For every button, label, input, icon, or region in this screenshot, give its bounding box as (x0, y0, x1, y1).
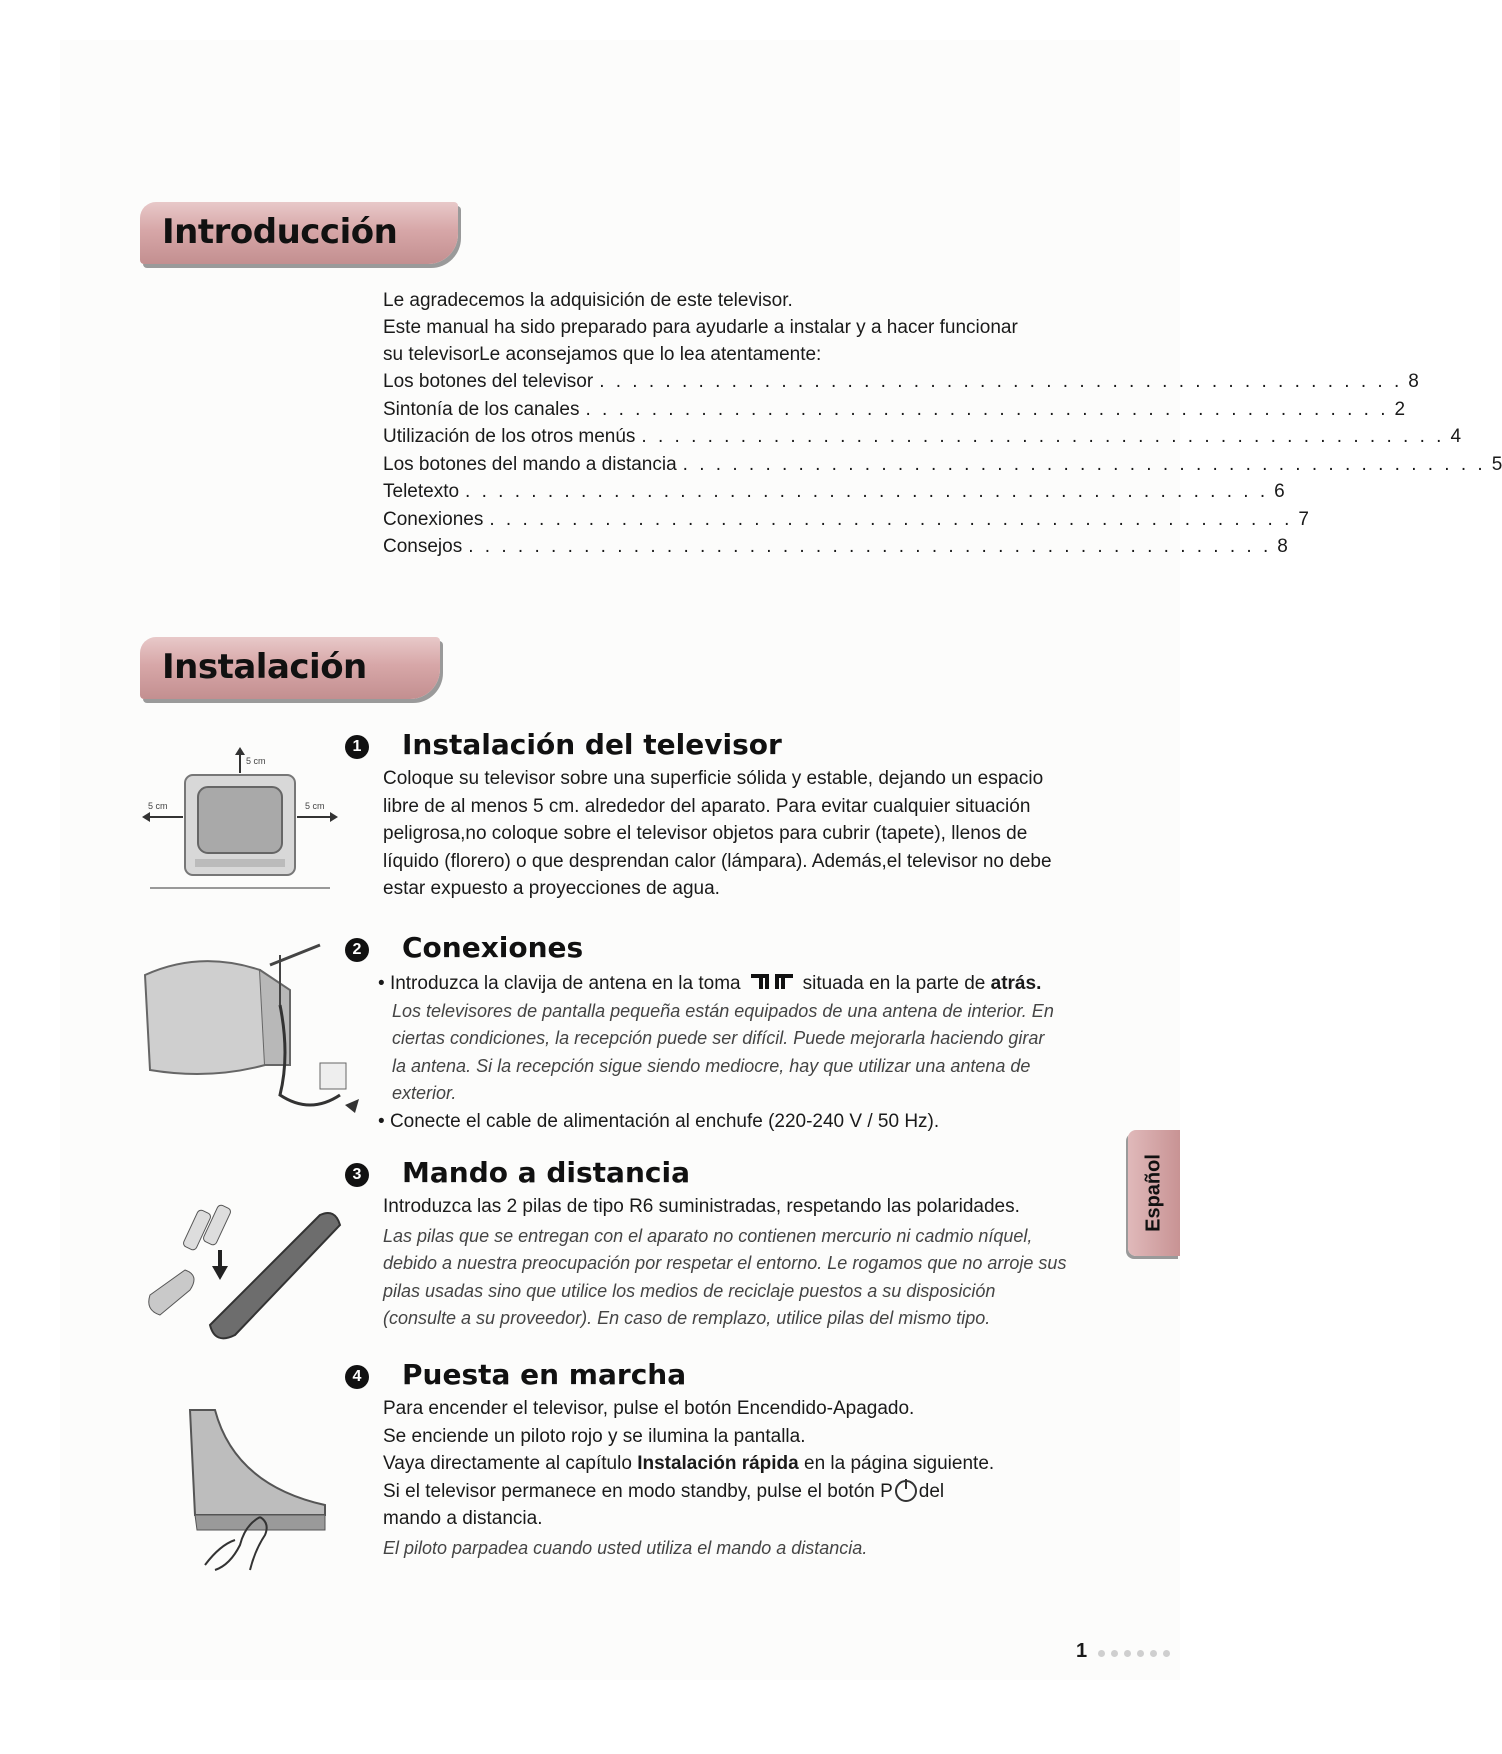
paragraph (383, 1478, 973, 1533)
paragraph: Introduzca las 2 pilas de tipo R6 suministradas, respetando las polaridades. (383, 1196, 1020, 1217)
bullet-item: • Conecte el cable de alimentación al enchufe (220-240 V / 50 Hz). (378, 1110, 940, 1132)
toc-row: Los botones del televisor . . . . . . . . . . . . . . . . . . . . . . . . . . . . . . . . . . . . . . . . . . . . . . . . . 8 (383, 368, 1009, 396)
section-text (383, 1193, 1073, 1333)
spacing-label-top: 5 cm (246, 756, 266, 766)
toc-label: Sintonía de los canales (383, 398, 580, 420)
italic-note: Los televisores de pantalla pequeña están equipados de una antena de interior. En ciertas condiciones, la recepción puede ser difícil. Puede mejorarla haciendo girar la antena. Si la recepción sigue siendo mediocre, hay que utilizar una antena de exterior. (392, 1000, 1054, 1103)
toc-label: Los botones del televisor (383, 371, 594, 392)
paragraph: Se enciende un piloto rojo y se ilumina la pantalla. (383, 1425, 806, 1447)
paragraph (383, 1450, 1073, 1478)
table-of-contents (383, 368, 1502, 561)
antenna-socket-icon (749, 973, 795, 991)
toc-label: Teletexto (383, 481, 460, 502)
intro-banner (140, 202, 458, 264)
intro-line: su televisorLe aconsejamos que lo lea atentamente: (383, 344, 822, 365)
tv-placement-illustration (140, 745, 340, 895)
toc-row: Consejos . . . . . . . . . . . . . . . . . . . . . . . . . . . . . . . . . . . . . . . . . . . . . . . . . 8 (383, 533, 1009, 561)
power-icon (895, 1480, 917, 1502)
toc-page: 8 (1277, 536, 1288, 557)
step-number-icon: 3 (345, 1163, 369, 1187)
toc-page: 2 (1394, 398, 1406, 420)
toc-label: Conexiones (383, 508, 484, 530)
toc-row: Conexiones . . . . . . . . . . . . . . . . . . . . . . . . . . . . . . . . . . . . . . . . . . . . . . . . . 7 (383, 506, 1009, 534)
page-number-dots (1098, 1650, 1170, 1657)
install-banner (140, 637, 440, 699)
intro-line: Este manual ha sido preparado para ayudarle a instalar y a hacer funcionar (383, 317, 1018, 338)
bullet-text: situada en la parte de (802, 973, 986, 994)
toc-page: 8 (1408, 371, 1419, 392)
paragraph: Coloque su televisor sobre una superficie sólida y estable, dejando un espacio libre de al menos 5 cm. alrededor del aparato. Para evitar cualquier situación peligrosa,no coloque sobre el televisor objetos para cubrir (tapete), llenos de líquido (florero) o que desprendan calor (lámpara). Además,el televisor no debe estar expuesto a proyecciones de agua. (383, 768, 1052, 899)
intro-text (383, 287, 1502, 561)
spacing-label-left: 5 cm (148, 801, 168, 811)
section-title: Instalación del televisor (402, 728, 782, 761)
intro-title: Introducción (162, 212, 398, 252)
toc-label: Los botones del mando a distancia (383, 453, 677, 475)
text: Vaya directamente al capítulo (383, 1453, 632, 1474)
step-number-icon: 4 (345, 1365, 369, 1389)
toc-row: Teletexto . . . . . . . . . . . . . . . . . . . . . . . . . . . . . . . . . . . . . . . . . . . . . . . . . 6 (383, 478, 1009, 506)
section-text (383, 1395, 1073, 1562)
toc-page: 7 (1298, 508, 1309, 530)
italic-note: Las pilas que se entregan con el aparato no contienen mercurio ni cadmio níquel, debido a nuestra preocupación por respetar el entorno. Le rogamos que no arroje sus pilas usadas sino que utilice los medios de reciclaje puestos a su disposición (consulte a su proveedor). En caso de remplazo, utilice pilas del mismo tipo. (383, 1225, 1067, 1328)
toc-row: Utilización de los otros menús . . . . . . . . . . . . . . . . . . . . . . . . . . . . . . . . . . . . . . . . . . . . . . . . . 4 (383, 423, 1009, 451)
page-number: 1 (1076, 1640, 1088, 1662)
bullet-item: • Introduzca la clavija de antena en la toma situada en la parte de atrás. Los televisores de pantalla pequeña están equipados de una antena de interior. En ciertas condiciones, la recepción puede ser difícil. Puede mejorarla haciendo girar la antena. Si la recepción sigue siendo mediocre, hay que utilizar una antena de exterior. (378, 973, 1054, 1103)
section-text (378, 970, 1058, 1135)
spacing-label-right: 5 cm (305, 801, 325, 811)
text: en la página siguiente. (804, 1453, 995, 1474)
remote-batteries-illustration (140, 1200, 350, 1340)
language-tab-label: Español (1142, 1154, 1165, 1232)
text: Si el televisor permanece en modo standby, pulse el botón P (383, 1480, 893, 1502)
bullet-text: Introduzca la clavija de antena en la toma (389, 973, 741, 994)
power-button-illustration (175, 1405, 335, 1575)
intro-line: Le agradecemos la adquisición de este televisor. (383, 290, 793, 311)
step-number-icon: 2 (345, 938, 369, 962)
toc-label: Utilización de los otros menús (383, 426, 636, 447)
toc-row: Los botones del mando a distancia . . . . . . . . . . . . . . . . . . . . . . . . . . . . . . . . . . . . . . . . . . . . . . . . . 5 (383, 451, 1009, 479)
section-title: Puesta en marcha (402, 1358, 687, 1391)
toc-page: 6 (1274, 481, 1285, 502)
section-title: Conexiones (402, 931, 584, 964)
text: del mando a distancia. (383, 1480, 945, 1529)
toc-row: Sintonía de los canales . . . . . . . . . . . . . . . . . . . . . . . . . . . . . . . . . . . . . . . . . . . . . . . . . 2 (383, 396, 1009, 424)
language-tab (1128, 1130, 1180, 1256)
bold-text: Instalación rápida (637, 1453, 799, 1474)
bold-text: atrás. (990, 973, 1042, 994)
section-title: Mando a distancia (402, 1156, 690, 1189)
step-number-icon: 1 (345, 735, 369, 759)
italic-note: El piloto parpadea cuando usted utiliza el mando a distancia. (383, 1537, 868, 1558)
bullet-text: Conecte el cable de alimentación al enchufe (220-240 V / 50 Hz). (389, 1110, 940, 1132)
install-title: Instalación (162, 647, 367, 687)
toc-page: 4 (1450, 426, 1462, 447)
section-text (383, 765, 1063, 903)
toc-label: Consejos (383, 536, 463, 557)
tv-connection-illustration (140, 945, 370, 1125)
paragraph: Para encender el televisor, pulse el botón Encendido-Apagado. (383, 1398, 915, 1419)
toc-page: 5 (1491, 453, 1502, 475)
